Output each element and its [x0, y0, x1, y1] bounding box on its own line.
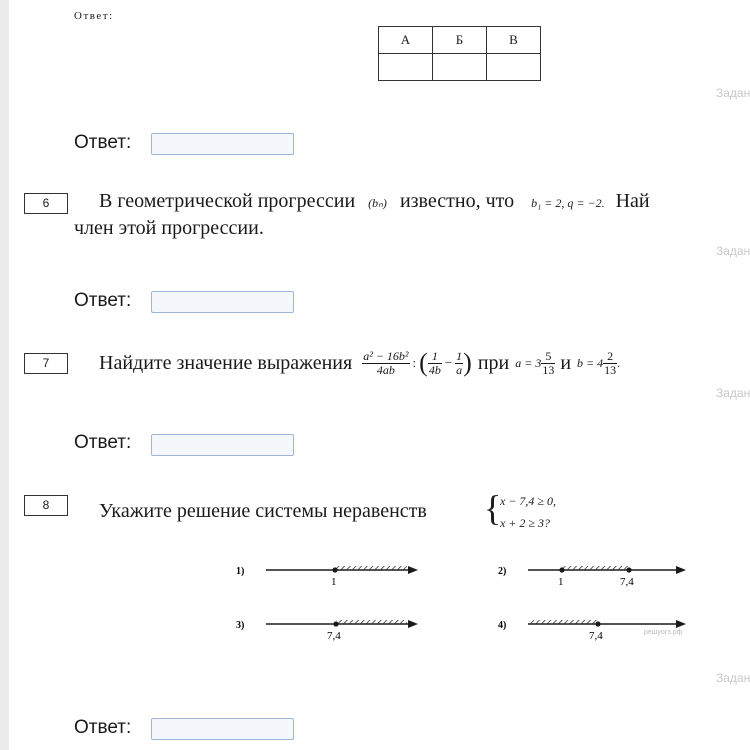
table-cell-a [379, 54, 433, 81]
q7-colon: : [412, 355, 417, 370]
option-4-point [595, 621, 600, 626]
q8-inequality-1: x − 7,4 ≥ 0, [500, 494, 557, 508]
q7-left-paren: ( [419, 348, 428, 377]
q7-b-equals: b = 4 [577, 355, 604, 370]
question-7-text [99, 343, 620, 383]
task-link-label[interactable]: Задан [716, 244, 750, 258]
q6-condition: b₁ = 2, q = −2. [531, 196, 605, 210]
option-4-label: 4) [498, 620, 507, 631]
q7-fraction-1 [428, 350, 442, 377]
answer-label-small: Ответ: [74, 10, 114, 22]
option-2-arrow [676, 566, 686, 574]
q8-text: Укажите решение системы неравенств [99, 500, 427, 522]
q7-text-part1: Найдите значение выражения [99, 351, 353, 374]
q8-system-brace: { [484, 488, 502, 528]
option-3-hatch [336, 620, 407, 624]
q6-text-part1: В геометрической прогрессии [99, 190, 356, 212]
q7-b-fraction-den: 13 [604, 362, 617, 377]
option-3-label: 3) [236, 620, 245, 631]
answer-label: Ответ: [74, 432, 132, 453]
q7-fraction-2-num: 1 [456, 348, 463, 363]
option-2-label: 2) [498, 566, 507, 577]
option-3-arrow [408, 620, 418, 628]
option-1[interactable] [236, 566, 418, 588]
q7-fraction-1-num: 1 [428, 350, 442, 364]
q7-period: . [617, 355, 621, 370]
answer-input-6[interactable] [151, 291, 294, 313]
answer-label: Ответ: [74, 132, 132, 153]
answer-input-7[interactable] [151, 434, 294, 456]
q8-inequality-2: x + 2 ≥ 3? [500, 516, 551, 530]
option-4-point-label: 7,4 [589, 630, 603, 642]
option-3-point-label: 7,4 [327, 630, 341, 642]
option-2-point-1-label: 1 [558, 576, 564, 588]
q7-a-fraction [541, 350, 555, 377]
table-cell-v [487, 54, 541, 81]
q7-main-fraction-den: 4ab [376, 362, 395, 377]
option-4-arrow [676, 620, 686, 628]
question-number-7: 7 [24, 353, 68, 374]
option-4-hatch [530, 620, 598, 624]
table-header-b: Б [433, 27, 487, 54]
option-3[interactable] [236, 620, 418, 642]
question-6-text [99, 190, 650, 213]
question-number-6: 6 [24, 193, 68, 214]
q6-sequence: (bₙ) [368, 196, 387, 210]
answer-label: Ответ: [74, 290, 132, 311]
option-3-point [333, 621, 338, 626]
option-1-point [332, 567, 337, 572]
option-2-point-2 [626, 567, 631, 572]
option-2-hatch [562, 566, 629, 570]
watermark-text: решуогэ.рф [644, 629, 683, 636]
task-link-label[interactable]: Задан [716, 386, 750, 400]
q7-right-paren: ) [463, 348, 472, 377]
q6-text-part2: известно, что [399, 190, 515, 212]
task-link-label[interactable]: Задан [716, 86, 750, 100]
q7-at-word: при [477, 351, 510, 374]
table-cell-b [433, 54, 487, 81]
q7-and-word: и [560, 351, 572, 374]
question-number-8: 8 [24, 495, 68, 516]
q7-fraction-2 [455, 350, 463, 377]
q6-text-part3: Най [615, 190, 650, 212]
q7-a-fraction-den: 13 [542, 362, 555, 377]
answer-label: Ответ: [74, 717, 132, 738]
option-1-arrow [408, 566, 418, 574]
left-edge-bar [0, 0, 9, 750]
q7-main-fraction-num: a² − 16b² [363, 348, 409, 363]
answer-input-8[interactable] [151, 718, 294, 740]
q6-line2: член этой прогрессии. [74, 217, 264, 239]
option-1-point-label: 1 [331, 576, 337, 588]
q7-b-fraction [603, 350, 617, 377]
q7-fraction-1-den: 4b [428, 362, 441, 377]
q7-b-fraction-num: 2 [603, 350, 617, 364]
option-1-hatch [335, 566, 407, 570]
q7-a-equals: a = 3 [515, 355, 542, 370]
option-2-point-2-label: 7,4 [620, 576, 634, 588]
table-header-v: В [487, 27, 541, 54]
q7-main-fraction [362, 350, 409, 377]
option-2[interactable] [498, 566, 686, 588]
option-1-label: 1) [236, 566, 245, 577]
q7-minus: − [444, 355, 453, 370]
answer-input-5[interactable] [151, 133, 294, 155]
q7-a-fraction-num: 5 [541, 350, 555, 364]
q7-fraction-2-den: a [456, 362, 463, 377]
table-header-a: А [379, 27, 433, 54]
answer-table [378, 26, 541, 81]
number-lines-figure [230, 550, 700, 650]
option-2-point-1 [559, 567, 564, 572]
task-link-label[interactable]: Задан [716, 671, 750, 685]
